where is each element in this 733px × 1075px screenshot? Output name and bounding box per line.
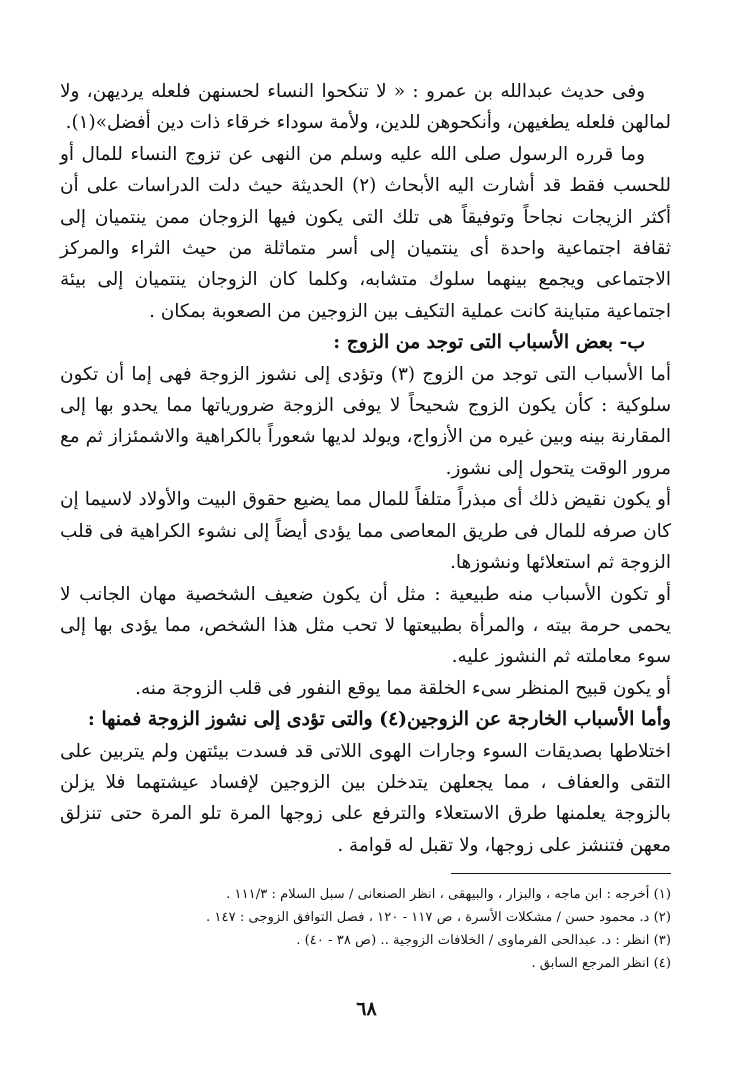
page-number: ٦٨ xyxy=(356,998,377,1020)
paragraph: أو تكون الأسباب منه طبيعية : مثل أن يكون ضعيف الشخصية مهان الجانب لا يحمى حرمة بيته ، والمرأة بطبيعتها لا تحب مثل هذا الشخص، مما يؤدى بها إلى سوء معاملته ثم النشوز عليه. xyxy=(60,583,671,668)
footnote: (٣) انظر : د. عبدالحى الفرماوى / الخلافات الزوجية .. (ص ٣٨ - ٤٠) . xyxy=(296,932,671,948)
footnote: (٤) انظر المرجع السابق . xyxy=(531,955,671,971)
footnote: (٢) د. محمود حسن / مشكلات الأسرة ، ص ١١٧ - ١٢٠ ، فصل التوافق الزوجى : ١٤٧ . xyxy=(206,909,671,925)
footnote: (١) أخرجه : ابن ماجه ، والبزار ، والبيهقى ، انظر الصنعانى / سبل السلام : ١١١/٣ . xyxy=(226,887,671,903)
section-heading: ب- بعض الأسباب التى توجد من الزوج : xyxy=(333,331,645,354)
paragraph: أو يكون قبيح المنظر سىء الخلقة مما يوقع النفور فى قلب الزوجة منه. xyxy=(135,677,671,699)
paragraph: اختلاطها بصديقات السوء وجارات الهوى اللاتى قد فسدت بيئتهن ولم يتربين على التقى والعفاف ، مما يجعلهن يتدخلن بين الزوجين لإفساد عيشتهما فلا يزلن بالزوجة يعلمنها طرق الاستعلاء والترفع على زوجها المرة تلو المرة حتى تنزلق معهن فتنشز على زوجها، ولا تقبل له قوامة . xyxy=(60,740,671,856)
footnote-divider xyxy=(451,873,671,874)
paragraph: وفى حديث عبدالله بن عمرو : « لا تنكحوا النساء لحسنهن فلعله يرديهن، ولا لمالهن فلعله يطغيهن، وأنكحوهن للدين، ولأمة سوداء خرقاء ذات دين أفضل»(١). xyxy=(60,81,671,134)
paragraph: أو يكون نقيض ذلك أى مبذراً متلفاً للمال مما يضيع حقوق البيت والأولاد لاسيما إن كان صرفه للمال فى طريق المعاصى مما يؤدى أيضاً إلى نشوء الكراهية فى قلب الزوجة ثم استعلائها ونشوزها. xyxy=(60,489,671,574)
section-heading: وأما الأسباب الخارجة عن الزوجين(٤) والتى تؤدى إلى نشوز الزوجة فمنها : xyxy=(87,708,671,731)
paragraph: أما الأسباب التى توجد من الزوج (٣) وتؤدى إلى نشوز الزوجة فهى إما أن تكون سلوكية : كأن يكون الزوج شحيحاً لا يوفى الزوجة ضرورياتها مما يحدو بها إلى المقارنة بينه وبين غيره من الأزواج، ويولد لديها شعوراً بالكراهية والاشمئزاز ثم مع مرور الوقت يتحول إلى نشوز. xyxy=(60,363,672,479)
main-text xyxy=(60,76,671,861)
paragraph: وما قرره الرسول صلى الله عليه وسلم من النهى عن تزوج النساء للمال أو للحسب فقط قد أشارت اليه الأبحاث (٢) الحديثة حيث دلت الدراسات على أن أكثر الزيجات نجاحاً وتوفيقاً هى تلك التى يكون فيها الزوجان ممن ينتميان إلى ثقافة اجتماعية واحدة أى ينتميان إلى أسر متماثلة من حيث الثراء والمركز الاجتماعى ويجمع بينهما سلوك متشابه، وكلما كان الزوجان ينتميان إلى بيئة اجتماعية متباينة كانت عملية التكيف بين الزوجين من الصعوبة بمكان . xyxy=(60,143,672,322)
footnotes xyxy=(60,884,671,975)
